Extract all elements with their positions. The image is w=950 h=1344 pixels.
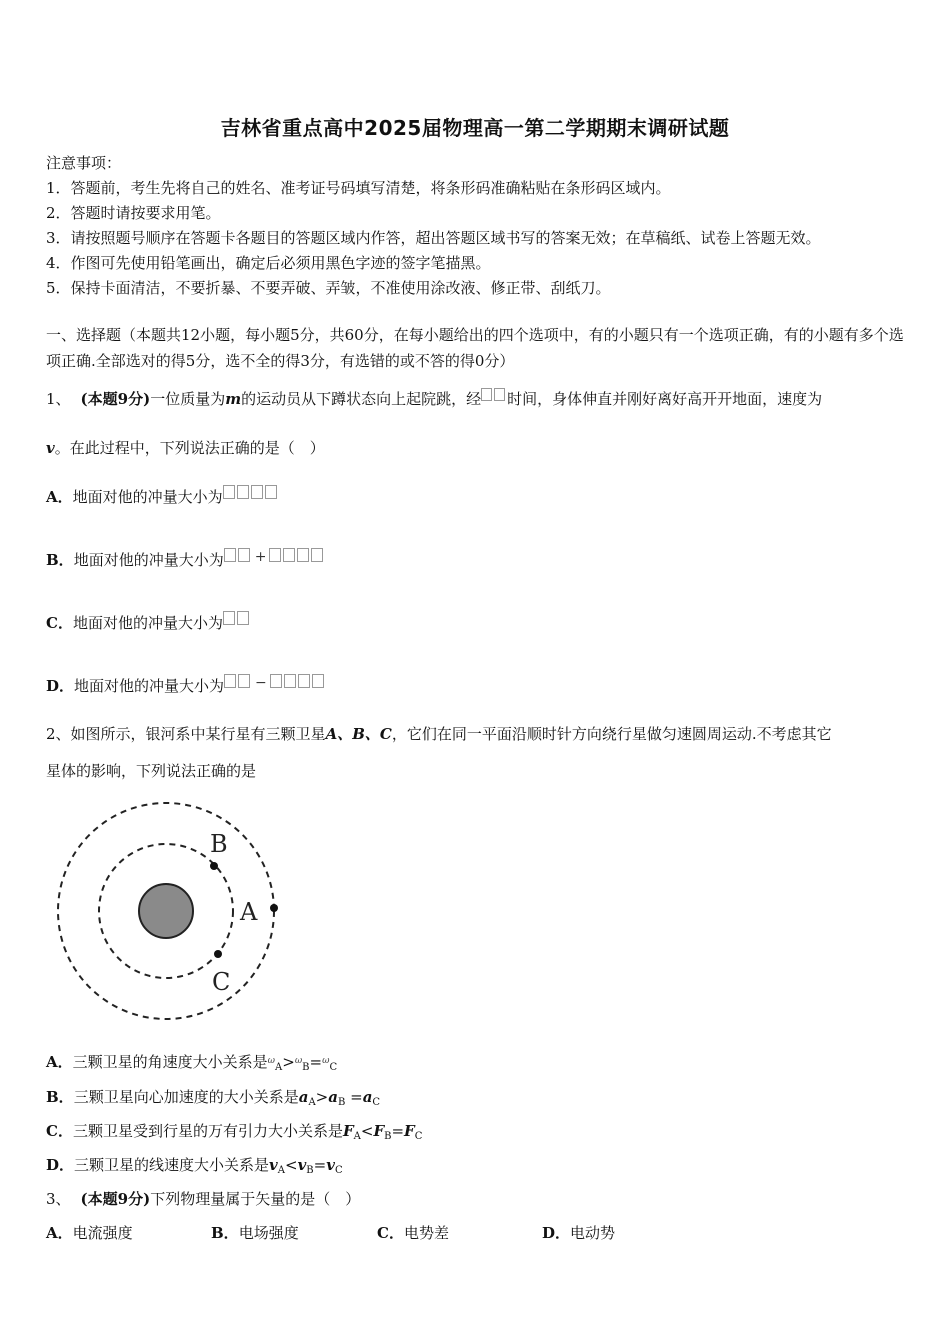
formula-placeholder-icon <box>312 674 324 688</box>
var-m: m <box>225 390 242 408</box>
symbol: v <box>326 1156 335 1174</box>
option-b[interactable] <box>46 548 325 570</box>
subscript: A <box>353 1131 361 1142</box>
option-text: 三颗卫星受到行星的万有引力大小关系是 <box>72 1122 343 1140</box>
question-1 <box>46 388 822 409</box>
symbol: ω <box>294 1056 303 1066</box>
satellite-names: A、B、C <box>325 725 392 743</box>
question-text: 的运动员从下蹲状态向上起院跳，经 <box>241 390 482 408</box>
option-c[interactable] <box>46 611 251 633</box>
formula-placeholder-icon <box>297 548 309 562</box>
operator: < <box>284 1156 298 1174</box>
label-b: B <box>210 830 228 858</box>
option-label: B． <box>46 1088 74 1106</box>
question-text: 下列物理量属于矢量的是（ ） <box>150 1190 361 1208</box>
page-title: 吉林省重点高中2025届物理高一第二学期期末调研试题 <box>220 116 730 140</box>
option-a[interactable] <box>46 485 279 507</box>
formula-placeholder-icon <box>237 611 249 625</box>
formula-placeholder-icon <box>284 674 296 688</box>
option-d[interactable] <box>46 1154 343 1176</box>
symbol: F <box>404 1122 415 1140</box>
notice-item: 5．保持卡面清洁，不要折暴、不要弄破、弄皱，不准使用涂改液、修正带、刮纸刀。 <box>46 279 611 297</box>
subscript: C <box>329 1062 338 1073</box>
operator: = <box>309 1053 323 1071</box>
question-2 <box>46 723 832 744</box>
operator: < <box>360 1122 374 1140</box>
option-label: D． <box>46 677 75 695</box>
operator: = <box>313 1156 327 1174</box>
formula-placeholder-icon <box>270 674 282 688</box>
option-text: 电流强度 <box>72 1224 133 1242</box>
subscript: C <box>372 1097 381 1108</box>
planet <box>139 884 193 938</box>
formula-placeholder-icon <box>481 388 492 401</box>
symbol: F <box>373 1122 385 1140</box>
subscript: C <box>414 1131 423 1142</box>
option-label: C． <box>377 1224 404 1242</box>
option-b[interactable] <box>211 1222 299 1243</box>
symbol: ω <box>322 1056 330 1066</box>
satellite-b <box>210 862 218 870</box>
subscript: C <box>334 1165 343 1176</box>
formula-placeholder-icon <box>251 485 263 499</box>
option-label: A． <box>46 1053 73 1071</box>
formula-placeholder-icon <box>269 548 281 562</box>
option-label: C． <box>46 614 73 632</box>
option-a[interactable] <box>46 1222 133 1243</box>
symbol: ω <box>267 1056 275 1066</box>
section-heading: 一、选择题（本题共12小题，每小题5分，共60分，在每小题给出的四个选项中，有的小题只有一个选项正确，有的小题有多个选项正确.全部选对的得5分，选不全的得3分，有选错的或不答的得0分） <box>46 326 904 370</box>
formula-placeholder-icon <box>224 674 236 688</box>
option-text: 电场强度 <box>238 1224 299 1242</box>
operator: = <box>345 1088 363 1106</box>
formula-placeholder-icon <box>494 388 505 401</box>
var-v: v <box>46 439 55 457</box>
option-text: 地面对他的冲量大小为 <box>72 488 223 506</box>
formula-placeholder-icon <box>223 485 235 499</box>
option-label: D． <box>542 1224 571 1242</box>
label-a: A <box>240 898 258 926</box>
option-a[interactable] <box>46 1051 337 1073</box>
symbol: v <box>269 1156 278 1174</box>
operator: − <box>255 675 267 691</box>
question-text: ，它们在同一平面沿顺时针方向绕行星做匀速圆周运动.不考虑其它 <box>391 725 832 743</box>
notice-item: 1．答题前，考生先将自己的姓名、准考证号码填写清楚，将条形码准确粘贴在条形码区域内。 <box>46 179 671 197</box>
question-text: 时间，身体伸直并刚好离好高开开地面，速度为 <box>507 390 823 408</box>
question-2-cont: 星体的影响，下列说法正确的是 <box>46 762 257 780</box>
question-number: 1、 <box>46 390 71 408</box>
option-c[interactable] <box>377 1222 449 1243</box>
symbol: a <box>328 1088 338 1106</box>
option-text: 三颗卫星的角速度大小关系是 <box>72 1053 268 1071</box>
option-c[interactable] <box>46 1120 422 1142</box>
operator: + <box>254 549 267 565</box>
symbol: v <box>297 1156 307 1174</box>
subscript: A <box>308 1097 316 1108</box>
option-text: 电动势 <box>570 1224 616 1242</box>
option-label: B． <box>211 1224 239 1242</box>
option-b[interactable] <box>46 1086 380 1108</box>
symbol: a <box>362 1088 373 1106</box>
symbol: F <box>342 1122 354 1140</box>
question-text: 如图所示，银河系中某行星有三颗卫星 <box>70 725 326 743</box>
question-number: 2、 <box>46 725 71 743</box>
formula-placeholder-icon <box>223 611 235 625</box>
formula-placeholder-icon <box>265 485 277 499</box>
option-text: 三颗卫星向心加速度的大小关系是 <box>73 1088 299 1106</box>
operator: > <box>282 1053 295 1071</box>
question-3 <box>46 1188 360 1209</box>
option-label: A． <box>46 1224 73 1242</box>
label-c: C <box>212 968 231 996</box>
formula-placeholder-icon <box>298 674 310 688</box>
operator: = <box>391 1122 405 1140</box>
question-points: (本题9分) <box>80 1190 151 1208</box>
formula-placeholder-icon <box>311 548 323 562</box>
subscript: B <box>302 1062 310 1073</box>
question-1-cont <box>46 437 325 458</box>
option-label: A． <box>46 488 73 506</box>
option-label: D． <box>46 1156 75 1174</box>
option-label: C． <box>46 1122 73 1140</box>
formula-placeholder-icon <box>224 548 236 562</box>
orbit-diagram <box>50 796 290 1026</box>
option-text: 地面对他的冲量大小为 <box>72 614 223 632</box>
question-text: 一位质量为 <box>150 390 226 408</box>
question-number: 3、 <box>46 1190 71 1208</box>
option-label: B． <box>46 551 74 569</box>
formula-placeholder-icon <box>283 548 295 562</box>
notice-item: 3．请按照题号顺序在答题卡各题目的答题区域内作答，超出答题区域书写的答案无效；在草稿纸、试卷上答题无效。 <box>46 229 821 247</box>
option-text: 电势差 <box>403 1224 449 1242</box>
option-text: 地面对他的冲量大小为 <box>74 677 225 695</box>
subscript: A <box>275 1062 283 1073</box>
notice-item: 2．答题时请按要求用笔。 <box>46 204 221 222</box>
subscript: B <box>306 1165 314 1176</box>
subscript: B <box>337 1097 346 1108</box>
question-points: (本题9分) <box>80 390 151 408</box>
subscript: A <box>277 1165 285 1176</box>
subscript: B <box>384 1131 392 1142</box>
notice-item: 4．作图可先使用铅笔画出，确定后必须用黑色字迹的签字笔描黑。 <box>46 254 491 272</box>
notice-heading: 注意事项： <box>46 154 122 172</box>
satellite-a <box>270 904 278 912</box>
operator: > <box>315 1088 329 1106</box>
formula-placeholder-icon <box>238 674 250 688</box>
formula-placeholder-icon <box>238 548 250 562</box>
option-text: 三颗卫星的线速度大小关系是 <box>74 1156 270 1174</box>
satellite-c <box>214 950 222 958</box>
formula-placeholder-icon <box>237 485 249 499</box>
option-d[interactable] <box>46 674 326 696</box>
symbol: a <box>298 1088 309 1106</box>
question-text: 。在此过程中，下列说法正确的是（ ） <box>54 439 325 457</box>
option-d[interactable] <box>542 1222 615 1243</box>
option-text: 地面对他的冲量大小为 <box>73 551 224 569</box>
